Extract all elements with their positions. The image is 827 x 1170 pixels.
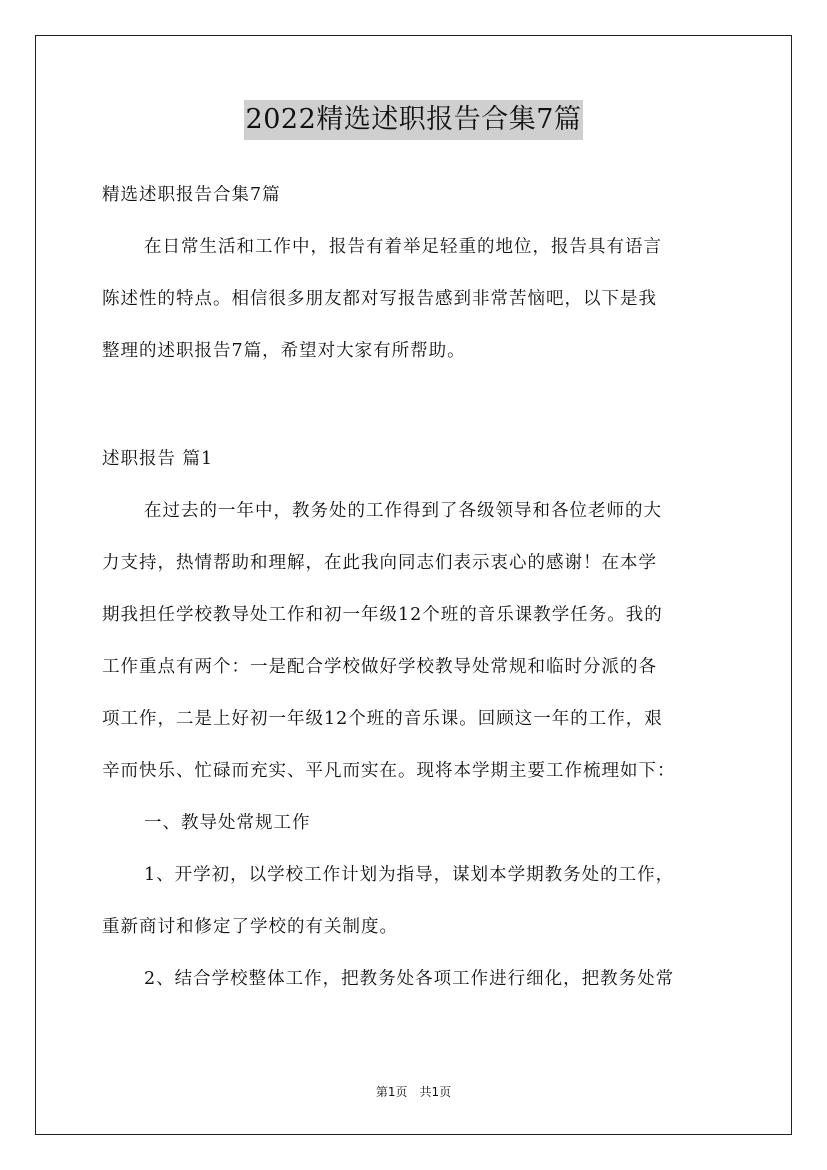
document-title: 2022精选述职报告合集7篇 <box>244 100 584 140</box>
body-line: 在日常生活和工作中，报告有着举足轻重的地位，报告具有语言 <box>144 237 662 257</box>
subsection-heading: 一、教导处常规工作 <box>144 813 311 833</box>
document-title-wrapper <box>0 100 827 140</box>
body-line: 整理的述职报告7篇，希望对大家有所帮助。 <box>102 341 466 361</box>
body-line: 1、开学初，以学校工作计划为指导，谋划本学期教务处的工作， <box>144 865 675 885</box>
section-heading: 述职报告 篇1 <box>102 449 214 469</box>
body-line: 辛而快乐、忙碌而充实、平凡而实在。现将本学期主要工作梳理如下： <box>102 761 676 781</box>
body-line-subtitle: 精选述职报告合集7篇 <box>102 185 281 205</box>
body-line: 2、结合学校整体工作，把教务处各项工作进行细化，把教务处常 <box>144 969 675 989</box>
page-footer: 第1页 共1页 <box>375 1085 452 1099</box>
body-line: 在过去的一年中，教务处的工作得到了各级领导和各位老师的大 <box>144 501 662 521</box>
body-line: 工作重点有两个：一是配合学校做好学校教导处常规和临时分派的各 <box>102 657 657 677</box>
body-line: 力支持，热情帮助和理解，在此我向同志们表示衷心的感谢！在本学 <box>102 553 657 573</box>
body-line: 陈述性的特点。相信很多朋友都对写报告感到非常苦恼吧，以下是我 <box>102 289 657 309</box>
body-line: 期我担任学校教导处工作和初一年级12个班的音乐课教学任务。我的 <box>102 605 663 625</box>
paragraph-gap <box>102 382 724 438</box>
body-line: 重新商讨和修定了学校的有关制度。 <box>102 917 398 937</box>
document-body <box>102 174 724 1010</box>
body-line: 项工作，二是上好初一年级12个班的音乐课。回顾这一年的工作，艰 <box>102 709 663 729</box>
